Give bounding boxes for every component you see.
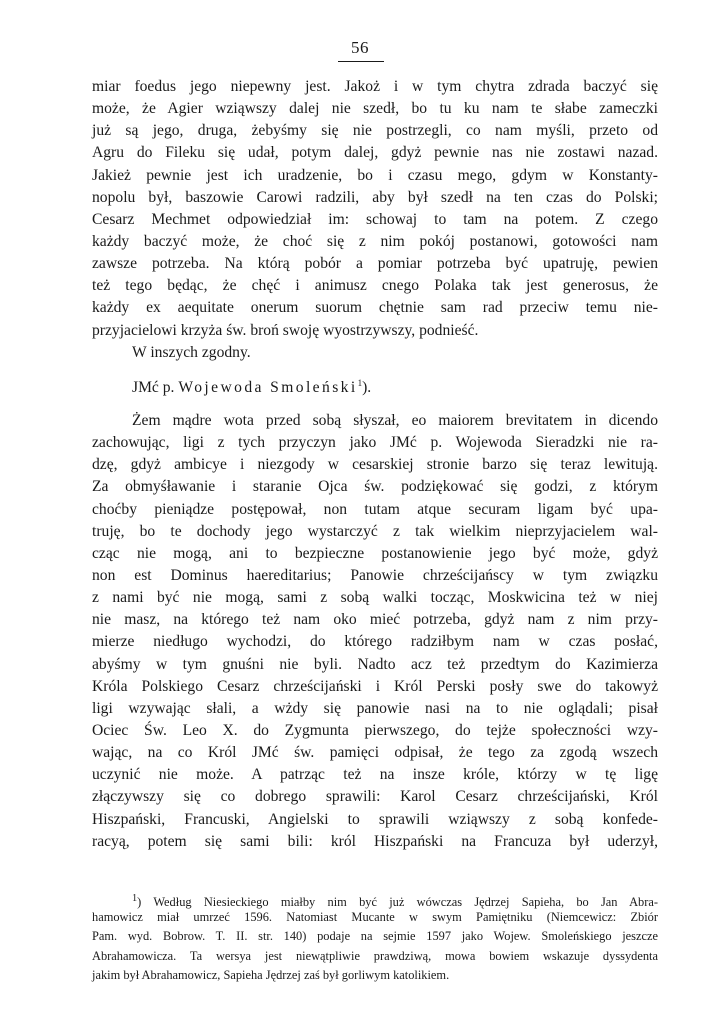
- text-line: przyjacielowi krzyża św. broń swoję wyostrzywszy, podnieść.: [92, 321, 479, 339]
- footnote-line: Abrahamowicza. Ta wersya jest niewątpliwie prawdziwą, mowa bowiem wskazuje dyssydenta: [92, 948, 658, 963]
- text-line: ligi wzywając słali, a wżdy się panowie nasi na to nie oglądali; pisał: [92, 699, 658, 717]
- text-line: truję, bo te dochody jego wystarczyć z tak wielkim nieprzyjacielem wal-: [92, 522, 658, 540]
- body-text: [92, 76, 658, 853]
- speaker-heading: [92, 377, 658, 399]
- text-line: Ociec Św. Leo X. do Zygmunta pierwszego, do tejże społeczności wzy-: [92, 721, 658, 739]
- paragraph-1: [92, 76, 658, 364]
- footnote-text: ) Według Niesieckiego miałby nim być już wówczas Jędrzej Sapieha, bo Jan Abra-: [137, 895, 658, 910]
- footnote-line: [92, 889, 658, 908]
- paragraph-2: [92, 410, 658, 853]
- text-line: abyśmy w tym gnuśni nie byli. Nadto acz też przedtym do Kazimierza: [92, 655, 658, 673]
- text-line: Agru do Fileku się udał, potym dalej, gdyż pewnie nas nie zostawi nazad.: [92, 144, 658, 162]
- text-line: nie masz, na którego też nam oko mieć potrzeba, gdyż nam z nim przy-: [92, 611, 658, 629]
- footnote-mark: 1: [132, 893, 138, 904]
- footnotes: [92, 889, 658, 985]
- heading-suffix: ).: [362, 378, 372, 396]
- text-line: Za obmyśławanie i staranie Ojca św. podziękować się godzi, z którym: [92, 478, 658, 496]
- text-line: uczynić nie może. A patrząc też na insze króle, którzy w tę ligę: [92, 766, 658, 784]
- page-number-rule: [338, 61, 384, 62]
- text-line: wając, na co Król JMć św. pamięci odpisał, że tego za zgodą wszech: [92, 744, 658, 762]
- text-line: miar foedus jego niepewny jest. Jakoż i w tym chytra zdrada baczyć się: [92, 78, 658, 95]
- text-line: z nami być nie mogą, sami z sobą walki tocząc, Moskwicina też w niej: [92, 589, 658, 607]
- heading-prefix: JMć p.: [132, 378, 179, 396]
- text-line: zachowując, ligi z tych przyczyn jako JMć p. Wojewoda Sieradzki nie ra-: [92, 434, 658, 452]
- text-line: może, że Agier wziąwszy dalej nie szedł, bo tu ku nam te słabe zameczki: [92, 100, 658, 118]
- footnote-line: Pam. wyd. Bobrow. T. II. str. 140) podaje na sejmie 1597 jako Wojew. Smoleńskiego jeszcze: [92, 929, 658, 944]
- footnote-line: jakim był Abrahamowicz, Sapieha Jędrzej zaś był gorliwym katolikiem.: [92, 967, 450, 982]
- text-line: każdy baczyć może, że choć się z nim pokój postanowi, gotowości nam: [92, 232, 658, 250]
- text-line: dzę, gdyż ambicye i niezgody w cesarskiej stronie barzo się teraz lewitują.: [92, 456, 658, 474]
- text-line: nopolu był, baszowie Carowi radzili, aby był szedł na ten czas do Polski;: [92, 188, 658, 206]
- text-line: choćby pieniądze postępował, non tutam atque securam ligam być upa-: [92, 500, 658, 518]
- text-line: też tego będąc, że chęć i animusz cnego Polaka tak jest generosus, że: [92, 277, 658, 295]
- closing-line: W inszych zgodny.: [132, 343, 251, 361]
- text-line: Jakież pewnie jest ich uradzenie, bo i czasu mego, gdym w Konstanty-: [92, 166, 658, 184]
- heading-speaker: Wojewoda Smoleński: [178, 378, 358, 396]
- text-line: cząc nie mogą, ani to bezpieczne postanowienie jego być może, gdyż: [92, 544, 658, 562]
- text-line: non est Dominus haereditarius; Panowie chrześcijańscy w tym związku: [92, 566, 658, 584]
- text-line: Żem mądre wota przed sobą słyszał, eo maiorem brevitatem in dicendo: [132, 411, 658, 429]
- text-line: złączywszy się co dobrego sprawili: Karol Cesarz chrześcijański, Król: [92, 788, 658, 806]
- text-line: Króla Polskiego Cesarz chrześcijański i Król Perski posły swe do takowyż: [92, 677, 658, 695]
- footnote-line: hamowicz miał umrzeć 1596. Natomiast Mucante w swym Pamiętniku (Niemcewicz: Zbiór: [92, 910, 658, 925]
- page-number: 56: [351, 38, 369, 57]
- text-line: już są jego, druga, żebyśmy się nie postrzegli, co nam myśli, przeto od: [92, 122, 658, 140]
- text-line: racyą, potem się sami bili: król Hiszpański na Francuza był uderzył,: [92, 832, 658, 850]
- footnote-reference: 1: [357, 377, 363, 388]
- text-line: mierze niedługo wychodzi, do którego radziłbym nam w czas posłać,: [92, 633, 658, 651]
- text-line: zawsze potrzeba. Na którą pobór a pomiar potrzeba być upatruję, pewien: [92, 255, 658, 273]
- text-line: każdy ex aequitate onerum suorum chętnie sam rad przeciw temu nie-: [92, 299, 658, 317]
- text-line: Cesarz Mechmet odpowiedział im: schowaj to tam na potem. Z czego: [92, 210, 658, 228]
- text-line: Hiszpański, Francuski, Angielski to sprawili wziąwszy z sobą konfede-: [92, 810, 658, 828]
